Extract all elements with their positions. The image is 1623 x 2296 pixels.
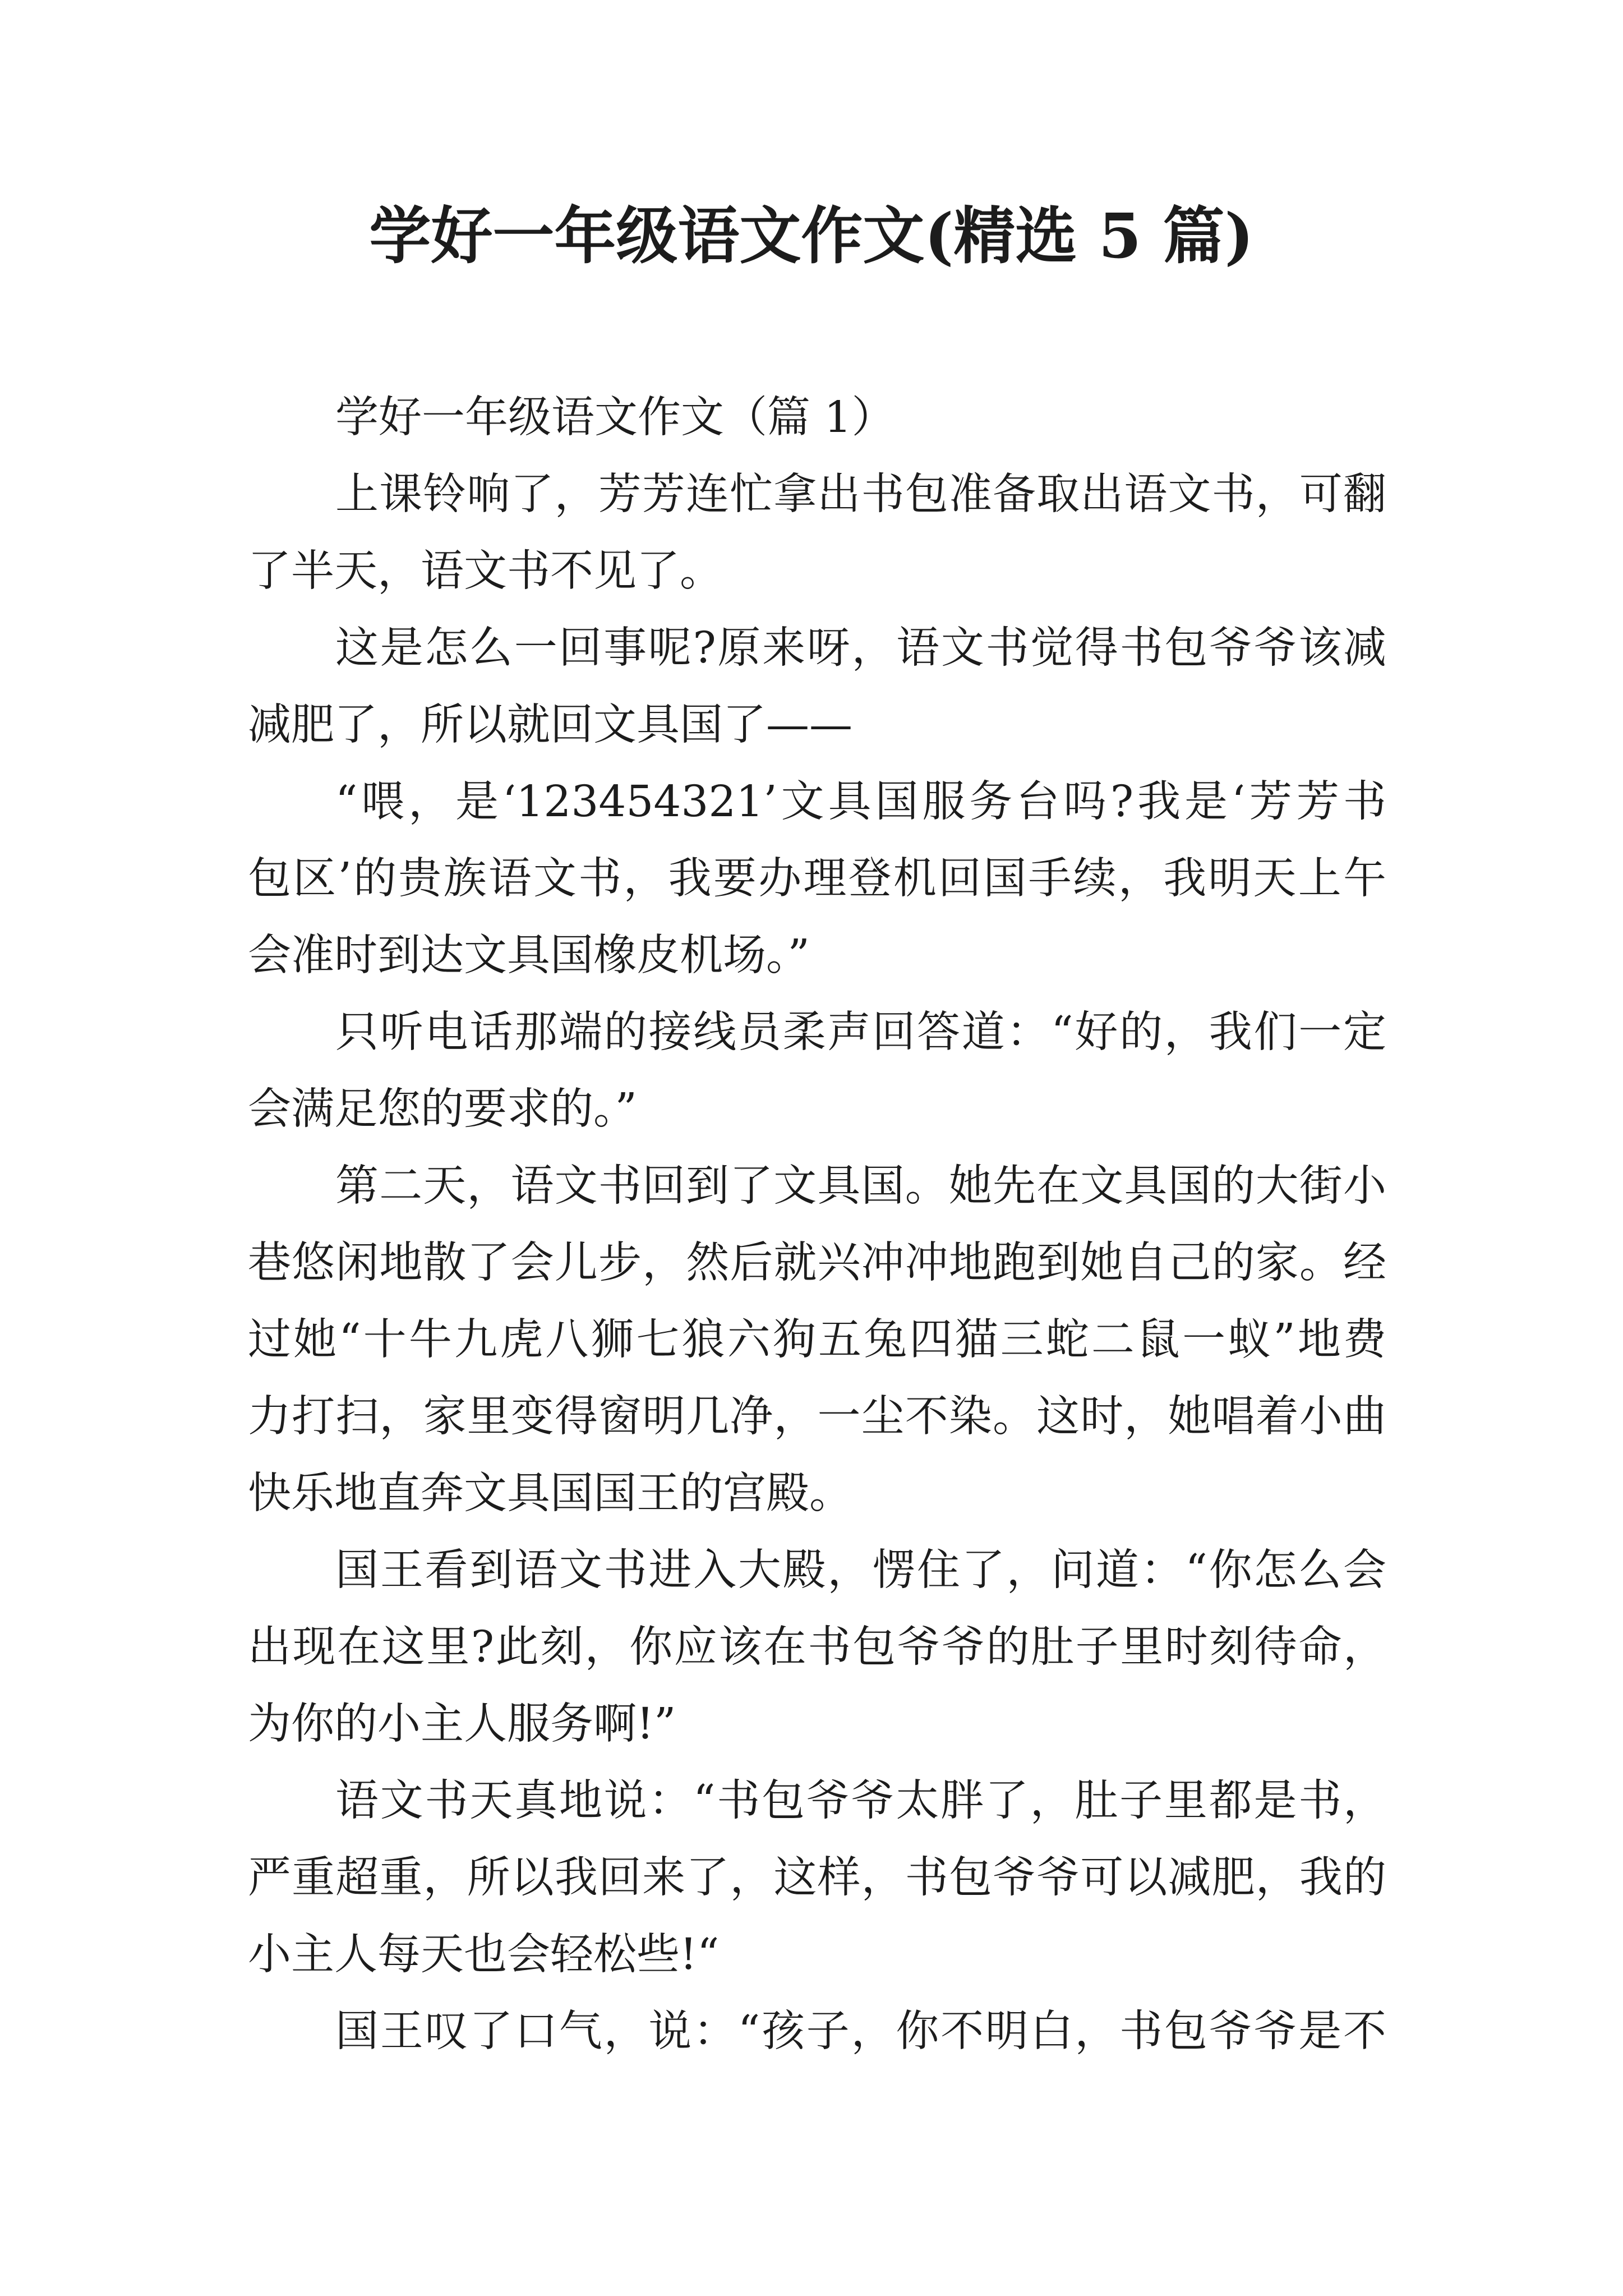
paragraph-line: 这是怎么一回事呢?原来呀，语文书觉得书包爷爷该减: [335, 623, 1386, 673]
document-body: [248, 379, 1386, 2070]
paragraph-line: 力打扫，家里变得窗明几净，一尘不染。这时，她唱着小曲: [248, 1392, 1386, 1442]
paragraph: [248, 456, 1386, 610]
paragraph-line: 会准时到达文具国橡皮机场。”: [248, 931, 810, 981]
paragraph-line: 严重超重，所以我回来了，这样，书包爷爷可以减肥，我的: [248, 1853, 1386, 1903]
paragraph-line: 了半天，语文书不见了。: [248, 546, 723, 596]
paragraph-line: 语文书天真地说：“书包爷爷太胖了，肚子里都是书，: [335, 1776, 1386, 1826]
paragraph-line: 减肥了，所以就回文具国了——: [248, 700, 852, 750]
paragraph: [248, 1148, 1386, 1532]
paragraph-line: 出现在这里?此刻，你应该在书包爷爷的肚子里时刻待命，: [248, 1622, 1386, 1672]
paragraph-line: 只听电话那端的接线员柔声回答道：“好的，我们一定: [335, 1007, 1386, 1057]
paragraph: [248, 1532, 1386, 1763]
paragraph-line: “喂，是‘123454321’文具国服务台吗?我是‘芳芳书: [335, 777, 1386, 827]
document-title: 学好一年级语文作文(精选 5 篇): [369, 200, 1254, 272]
paragraph: [248, 763, 1386, 994]
paragraph-line: 过她“十牛九虎八狮七狼六狗五兔四猫三蛇二鼠一蚁”地费: [248, 1315, 1386, 1365]
paragraph-line: 上课铃响了，芳芳连忙拿出书包准备取出语文书，可翻: [335, 470, 1386, 519]
heading-line: 学好一年级语文作文（篇 1）: [335, 393, 895, 443]
paragraph: [248, 1993, 1386, 2070]
paragraph-line: 包区’的贵族语文书，我要办理登机回国手续，我明天上午: [248, 854, 1386, 904]
paragraph-line: 国王叹了口气，说：“孩子，你不明白，书包爷爷是不: [335, 2007, 1386, 2056]
paragraph-line: 国王看到语文书进入大殿，愣住了，问道：“你怎么会: [335, 1545, 1386, 1595]
paragraph: [248, 610, 1386, 763]
section-heading: [248, 379, 1386, 456]
paragraph: [248, 994, 1386, 1148]
paragraph: [248, 1763, 1386, 1993]
paragraph-line: 第二天，语文书回到了文具国。她先在文具国的大街小: [335, 1161, 1386, 1211]
paragraph-line: 快乐地直奔文具国国王的宫殿。: [248, 1469, 852, 1519]
paragraph-line: 会满足您的要求的。”: [248, 1084, 637, 1134]
paragraph-line: 巷悠闲地散了会儿步，然后就兴冲冲地跑到她自己的家。经: [248, 1238, 1386, 1288]
paragraph-line: 小主人每天也会轻松些!“: [248, 1930, 720, 1980]
paragraph-line: 为你的小主人服务啊!”: [248, 1699, 676, 1749]
